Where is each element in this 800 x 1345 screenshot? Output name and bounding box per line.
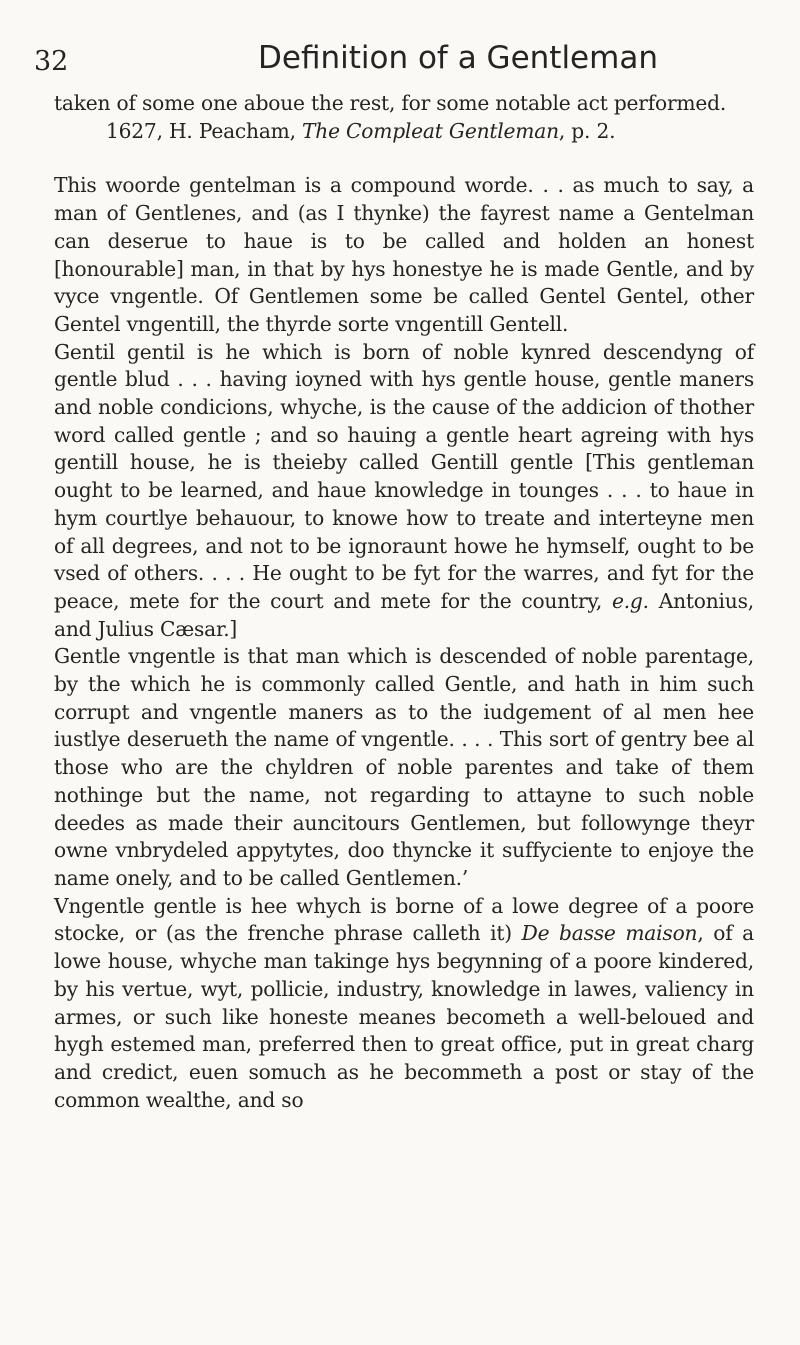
paragraph-vngentle-gentle: [54, 893, 754, 1115]
body-text: [54, 90, 754, 1114]
paragraph-gentil-gentil: [54, 339, 754, 644]
citation-prefix: 1627, H. Peacham,: [106, 118, 303, 143]
citation-title: The Compleat Gentleman: [302, 118, 559, 143]
eg-abbreviation: e.g.: [611, 588, 649, 613]
citation: [106, 118, 754, 146]
paragraph-vngentle-gentle-text: Vngentle gentle is hee whych is borne of a lowe degree of a poore stocke, or (as the frenche phrase calleth it): [54, 893, 754, 946]
paragraph-gentle-vngentle: Gentle vngentle is that man which is descended of noble parentage, by the which he is commonly called Gentle, and hath in him such corrupt and vngentle maners as to the iudgement of al men hee iustlye deserueth the name of vngentle. . . . This sort of gentry bee al those who are the chyldren of noble parentes and take of them nothinge but the name, not regarding to attayne to such noble deedes as made their auncitours Gentlemen, but followynge theyr owne vnbrydeled appytytes, doo thyncke it suffyciente to enjoye the name onely, and to be called Gentlemen.’: [54, 644, 754, 890]
page-header: [34, 40, 766, 80]
french-phrase: De basse maison: [521, 921, 698, 946]
page-number: 32: [34, 46, 69, 77]
paragraph-vngentle-gentle-end: , of a lowe house, whyche man takinge hys begynning of a poore kindered, by his vertue, wyt, pollicie, industry, knowledge in lawes, valiency in armes, or such like honeste meanes becometh a well-beloued and hygh estemed man, preferred then to great office, put in great charg and credict, euen somuch as he becommeth a post or stay of the common wealthe, and so: [54, 921, 754, 1112]
paragraph-gentil-gentil-end: Antonius, and Julius Cæsar.]: [54, 588, 754, 641]
paragraph-gentelman-definition: This woorde gentelman is a compound worde. . . as much to say, a man of Gentlenes, and (as I thynke) the fayrest name a Gentelman can deserue to haue is to be called and holden an honest [honourable] man, in that by hys honestye he is made Gentle, and by vyce vngentle. Of Gentlemen some be called Gentel Gentel, other Gentel vngentill, the thyrde sorte vngentill Gentell.: [54, 173, 754, 336]
citation-suffix: , p. 2.: [558, 118, 616, 143]
running-title: Definition of a Gentleman: [258, 40, 658, 76]
paragraph-gentil-gentil-text: Gentil gentil is he which is born of noble kynred descendyng of gentle blud . . . having ioyned with hys gentle house, gentle maners and noble condicions, whyche, is the cause of the addicion of thother word called gentle ; and so hauing a gentle heart agreing with hys gentill house, he is theieby called Gentill gentle [This gentleman ought to be learned, and haue knowledge in tounges . . . to haue in hym courtlye behauour, to knowe how to treate and interteyne men of all degrees, and not to be ignoraunt howe he hymself, ought to be vsed of others. . . . He ought to be fyt for the warres, and fyt for the peace, mete for the court and mete for the country,: [54, 339, 754, 613]
quote-text: taken of some one aboue the rest, for some notable act performed.: [54, 91, 727, 115]
